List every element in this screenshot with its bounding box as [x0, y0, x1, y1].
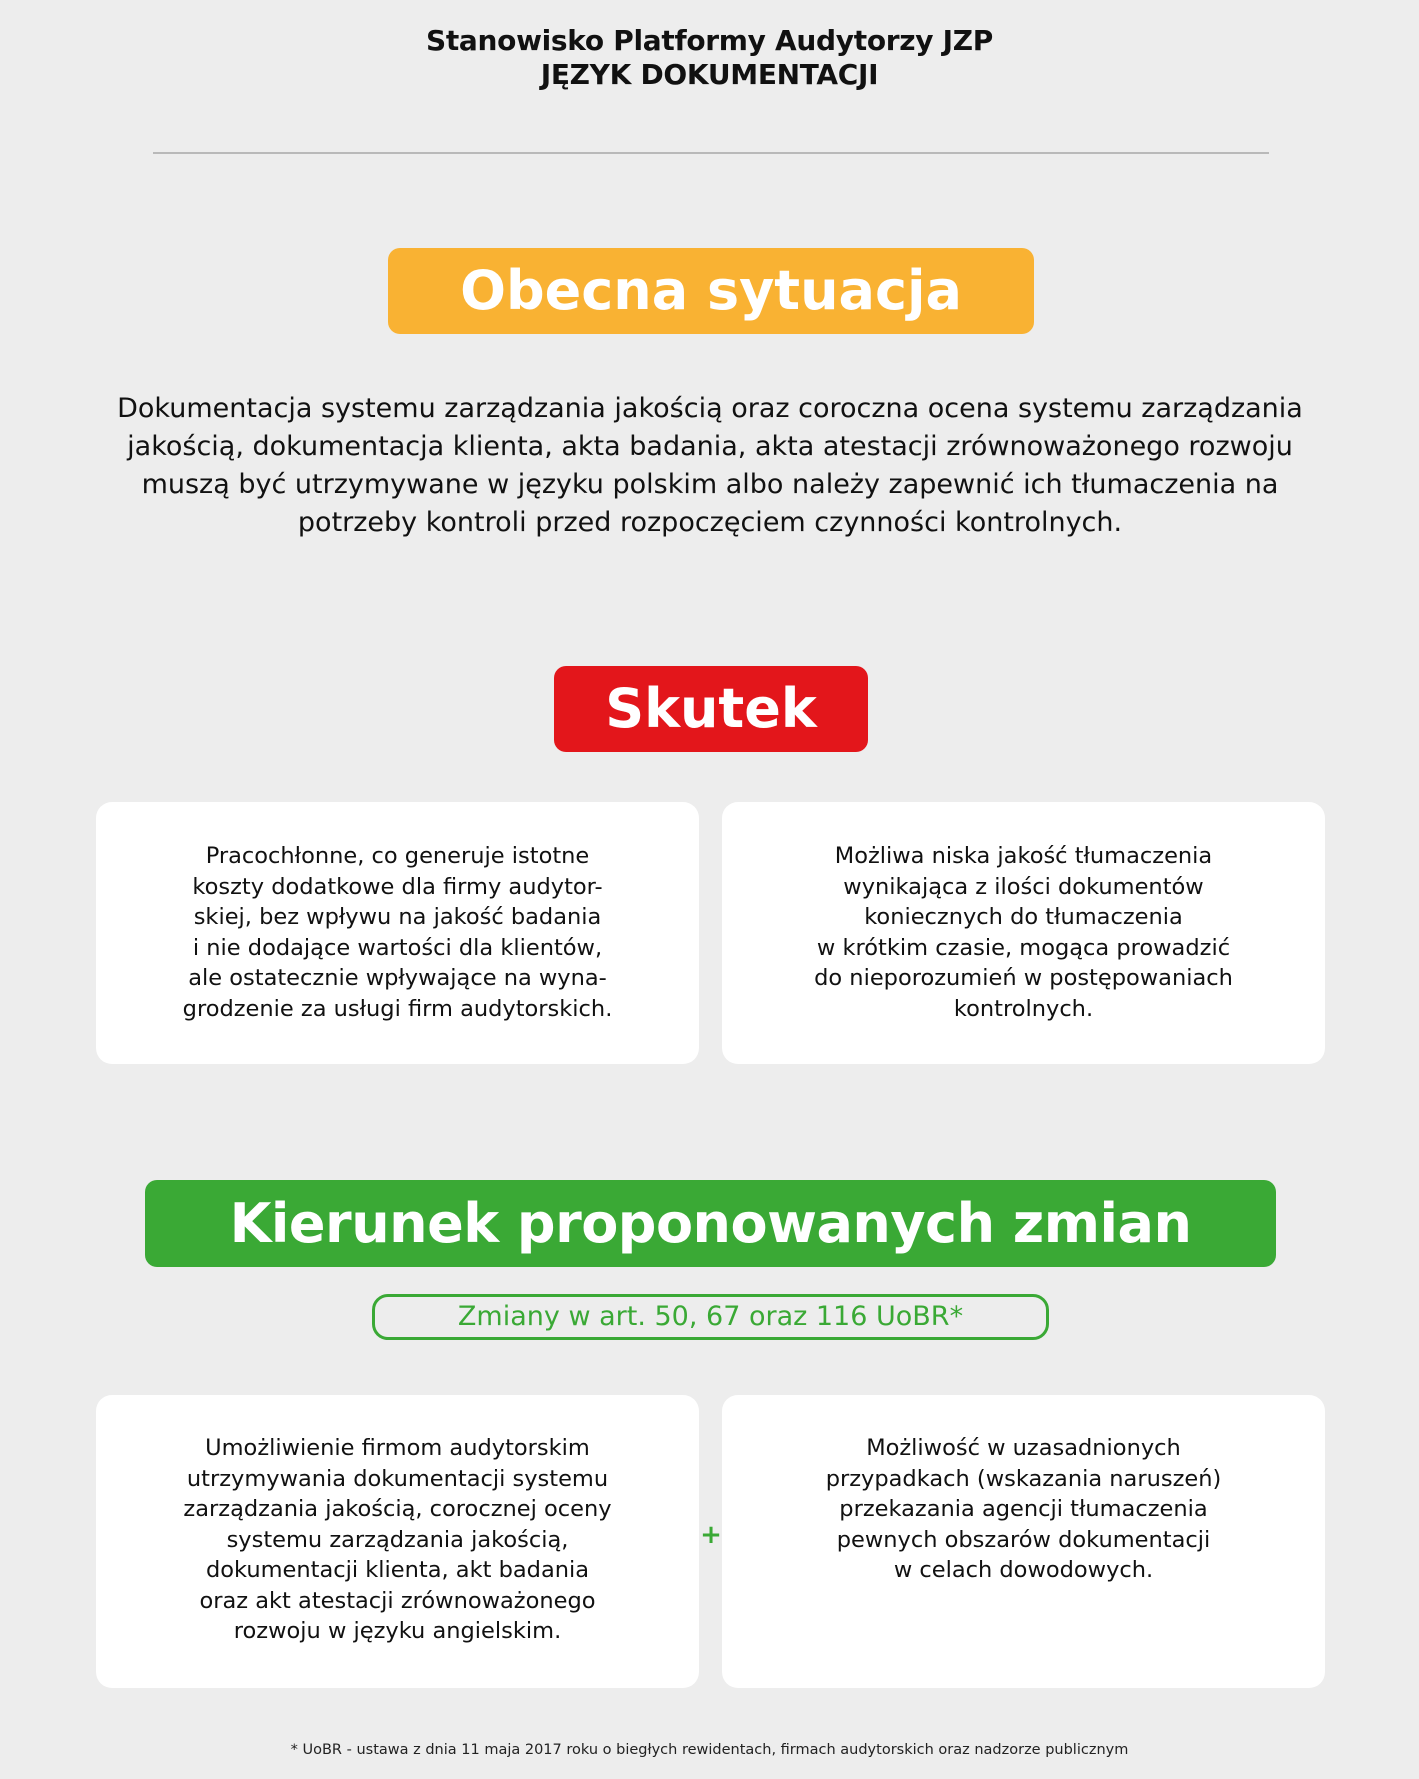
effect-card-quality-text: Możliwa niska jakość tłumaczenia wynikająca z ilości dokumentów koniecznych do tłumaczenia w krótkim czasie, mogąca prowadzić do nieporozumień w postępowaniach kontrolnych.	[814, 843, 1233, 1022]
document-header	[0, 24, 1419, 92]
effect-heading: Skutek	[554, 666, 868, 752]
effect-card-quality	[722, 802, 1325, 1064]
plus-icon: +	[700, 1520, 722, 1550]
changes-card-translation-text: Możliwość w uzasadnionych przypadkach (wskazania naruszeń) przekazania agencji tłumaczenia pewnych obszarów dokumentacji w celach dowodowych.	[825, 1435, 1222, 1583]
situation-text: Dokumentacja systemu zarządzania jakością oraz coroczna ocena systemu zarządzania jakością, dokumentacja klienta, akta badania, akta atestacji zrównoważonego rozwoju muszą być utrzymywane w języku polskim albo należy zapewnić ich tłumaczenia na potrzeby kontroli przed rozpoczęciem czynności kontrolnych.	[117, 393, 1303, 538]
changes-heading: Kierunek proponowanych zmian	[145, 1180, 1276, 1267]
header-subtitle: JĘZYK DOKUMENTACJI	[540, 58, 879, 91]
header-divider	[153, 152, 1269, 154]
changes-card-translation	[722, 1395, 1325, 1688]
effect-card-cost	[96, 802, 699, 1064]
situation-heading: Obecna sytuacja	[388, 248, 1034, 334]
header-title: Stanowisko Platformy Audytorzy JZP	[425, 24, 994, 57]
changes-card-english	[96, 1395, 699, 1688]
effect-card-cost-text: Pracochłonne, co generuje istotne koszty dodatkowe dla firmy audytor- skiej, bez wpływu na jakość badania i nie dodające wartości dla klientów, ale ostatecznie wpływające na wyna- grodzenie za usługi firm audytorskich.	[182, 843, 613, 1022]
changes-subtitle-badge: Zmiany w art. 50, 67 oraz 116 UoBR*	[372, 1294, 1049, 1340]
changes-card-english-text: Umożliwienie firmom audytorskim utrzymywania dokumentacji systemu zarządzania jakością, corocznej oceny systemu zarządzania jakością, dokumentacji klienta, akt badania oraz akt atestacji zrównoważonego rozwoju w języku angielskim.	[183, 1435, 612, 1644]
footnote: * UoBR - ustawa z dnia 11 maja 2017 roku o biegłych rewidentach, firmach audytorskich oraz nadzorze publicznym	[290, 1742, 1129, 1758]
